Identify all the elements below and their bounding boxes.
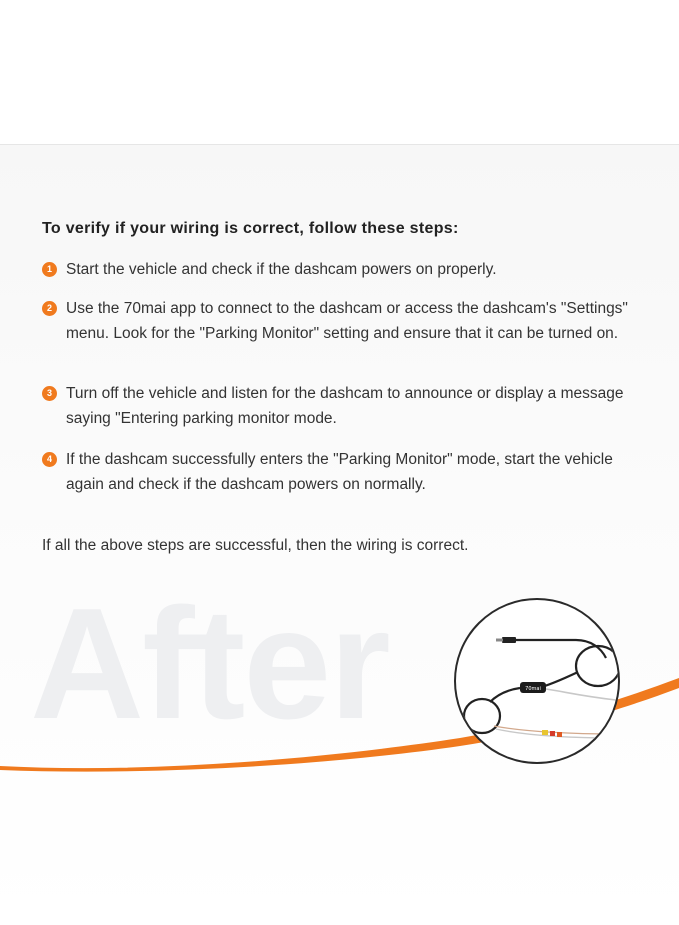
hardwire-kit-image (454, 598, 620, 764)
step-number-badge: 4 (42, 452, 57, 467)
step-item (42, 381, 642, 431)
step-text: Start the vehicle and check if the dashcam powers on properly. (66, 261, 497, 278)
top-blank-band (0, 0, 679, 144)
kit-brand-label: 70mai (525, 686, 541, 692)
after-watermark: After (30, 576, 389, 752)
step-number-badge: 3 (42, 386, 57, 401)
step-text: If the dashcam successfully enters the "Parking Monitor" mode, start the vehicle again and check if the dashcam powers on normally. (66, 451, 613, 493)
page-heading: To verify if your wiring is correct, follow these steps: (42, 220, 459, 237)
step-item (42, 296, 642, 346)
step-number-badge: 2 (42, 301, 57, 316)
step-item (42, 447, 642, 497)
step-item (42, 257, 642, 282)
step-number-badge: 1 (42, 262, 57, 277)
hardwire-cable-icon (456, 600, 618, 762)
conclusion-text: If all the above steps are successful, then the wiring is correct. (42, 537, 469, 554)
step-text: Use the 70mai app to connect to the dashcam or access the dashcam's "Settings" menu. Look for the "Parking Monitor" setting and ensure that it can be turned on. (66, 300, 628, 342)
step-text: Turn off the vehicle and listen for the dashcam to announce or display a message saying "Entering parking monitor mode. (66, 385, 624, 427)
